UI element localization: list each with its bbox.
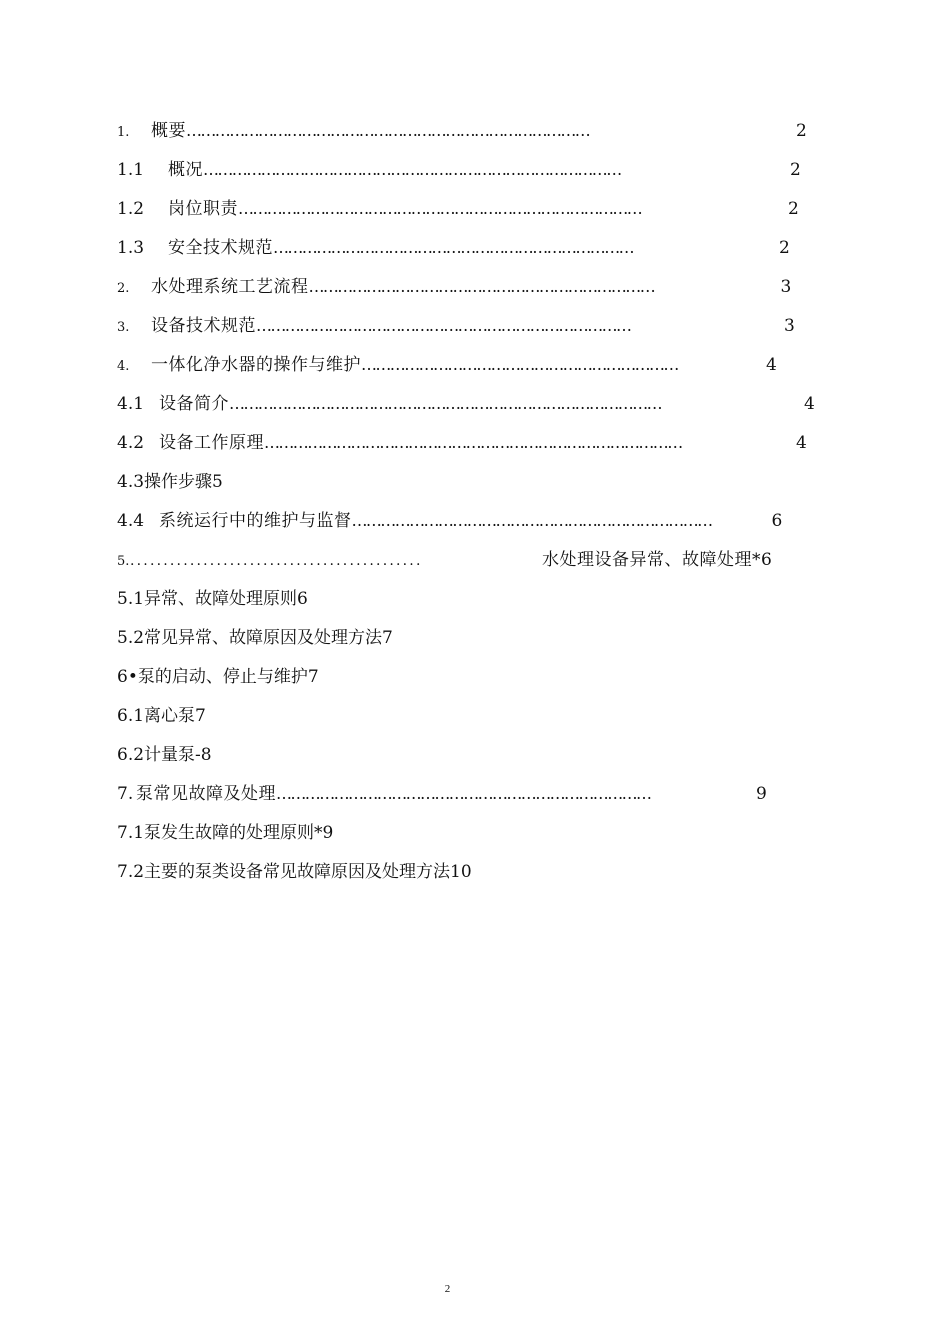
toc-leader: …………………………………………………………………………	[238, 199, 642, 218]
toc-leader: ……………………………………………………………………	[276, 784, 651, 803]
toc-page: 2	[790, 160, 801, 180]
toc-number: 7.	[117, 784, 134, 804]
toc-number: 4.1	[117, 394, 145, 414]
toc-leader: …………………………………………………………………	[273, 238, 634, 257]
toc-entry-1-1[interactable]	[117, 156, 817, 195]
toc-entry-4-3[interactable]	[117, 468, 817, 507]
toc-entry-6[interactable]	[117, 663, 817, 702]
toc-title: 概要	[151, 121, 186, 141]
toc-title: 设备简介	[159, 394, 229, 414]
toc-page: 2	[788, 199, 799, 219]
toc-entry-6-2[interactable]	[117, 741, 817, 780]
toc-number: 1.2	[117, 199, 145, 219]
toc-number: 2.	[117, 281, 130, 296]
toc-entry-4[interactable]	[117, 351, 817, 390]
toc-entry-3[interactable]	[117, 312, 817, 351]
toc-number: 1.	[117, 125, 130, 140]
toc-page: 4	[796, 433, 807, 453]
toc-page: 3	[780, 277, 792, 297]
toc-leader: …………………………………………………………	[361, 355, 678, 374]
toc-title: 设备工作原理	[159, 433, 264, 453]
toc-text: 7.2主要的泵类设备常见故障原因及处理方法10	[117, 862, 472, 882]
toc-text: 4.3操作步骤5	[117, 472, 223, 492]
toc-number: 3.	[117, 320, 130, 335]
toc-leader: ………………………………………………………………………………	[229, 394, 662, 413]
toc-title: 系统运行中的维护与监督	[159, 511, 352, 531]
toc-page: 2	[796, 121, 807, 141]
toc-leader: ……………………………………………………………………………	[203, 160, 621, 179]
toc-entry-7-1[interactable]	[117, 819, 817, 858]
toc-entry-5-2[interactable]	[117, 624, 817, 663]
toc-title: 泵常见故障及处理	[136, 784, 276, 804]
toc-text: 6.2计量泵-8	[117, 745, 212, 765]
toc-title: 水处理设备异常、故障处理*6	[542, 550, 773, 570]
toc-entry-7-2[interactable]	[117, 858, 817, 897]
toc-entry-2[interactable]	[117, 273, 817, 312]
toc-leader: ………………………………………………………………	[308, 277, 655, 296]
toc-number: 1.3	[117, 238, 145, 258]
toc-page: 6	[771, 511, 783, 531]
toc-text: 6.1离心泵7	[117, 706, 206, 726]
toc-page: 4	[766, 355, 777, 375]
toc-text: 6•泵的启动、停止与维护7	[117, 667, 319, 687]
toc-number: 4.2	[117, 433, 145, 453]
toc-title: 概况	[168, 160, 203, 180]
toc-page: 4	[804, 394, 815, 414]
toc-page: 3	[784, 316, 795, 336]
toc-text: 5.1异常、故障处理原则6	[117, 589, 308, 609]
toc-leader: …………………………………………………………………………	[186, 121, 590, 140]
toc-entry-6-1[interactable]	[117, 702, 817, 741]
toc-text: 7.1泵发生故障的处理原则*9	[117, 823, 334, 843]
table-of-contents	[117, 117, 817, 897]
page-number: 2	[444, 1283, 451, 1295]
toc-entry-1-3[interactable]	[117, 234, 817, 273]
toc-number: 4.4	[117, 511, 145, 531]
toc-entry-4-1[interactable]	[117, 390, 817, 429]
toc-page: 2	[779, 238, 790, 258]
toc-title: 安全技术规范	[168, 238, 273, 258]
toc-entry-1-2[interactable]	[117, 195, 817, 234]
toc-title: 设备技术规范	[151, 316, 256, 336]
toc-entry-5-1[interactable]	[117, 585, 817, 624]
toc-leader: …………………………………………………………………	[351, 511, 712, 530]
toc-entry-4-4[interactable]	[117, 507, 817, 546]
toc-number: 4.	[117, 359, 130, 374]
toc-title: 一体化净水器的操作与维护	[151, 355, 361, 375]
toc-entry-4-2[interactable]	[117, 429, 817, 468]
toc-entry-5[interactable]	[117, 546, 817, 585]
toc-title: 岗位职责	[168, 199, 238, 219]
toc-number: 1.1	[117, 160, 145, 180]
toc-leader: ……………………………………………………………………	[256, 316, 631, 335]
toc-entry-1[interactable]	[117, 117, 817, 156]
toc-number: 5.	[117, 554, 130, 569]
toc-leader: ……………………………………………………………………………	[264, 433, 682, 452]
toc-leader: ............................................	[130, 553, 423, 569]
toc-text: 5.2常见异常、故障原因及处理方法7	[117, 628, 393, 648]
toc-title: 水处理系统工艺流程	[151, 277, 309, 297]
toc-page: 9	[756, 784, 767, 804]
toc-entry-7[interactable]	[117, 780, 817, 819]
